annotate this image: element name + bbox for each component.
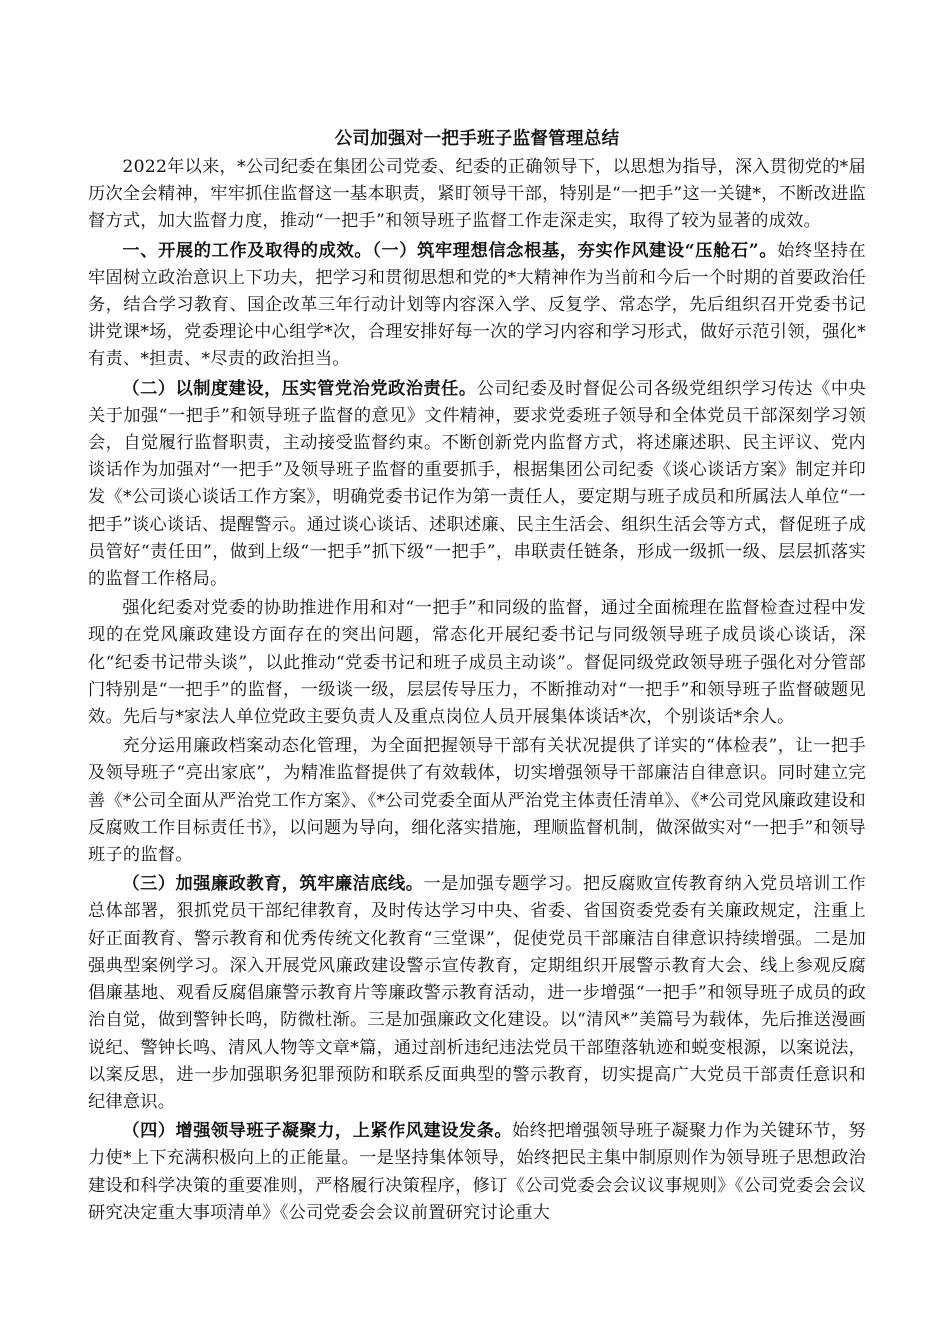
paragraph-section-2 <box>88 376 866 594</box>
section-3-text: 一是加强专题学习。把反腐败宣传教育纳入党员培训工作总体部署，狠抓党员干部纪律教育，及时传达学习中央、省委、省国资委党委有关廉政规定，注重上好正面教育、警示教育和优秀传统文化教育“三堂课”，促使党员干部廉洁自律意识持续增强。二是加强典型案例学习。深入开展党风廉政建设警示宣传教育，定期组织开展警示教育大会、线上参观反腐倡廉基地、观看反腐倡廉警示教育片等廉政警示教育活动，进一步增强“一把手”和领导班子成员的政治自觉，做到警钟长鸣，防微杜渐。三是加强廉政文化建设。以“清风*”美篇号为载体，先后推送漫画说纪、警钟长鸣、清风人物等文章*篇，通过剖析违纪违法党员干部堕落轨迹和蜕变根源，以案说法，以案反思，进一步加强职务犯罪预防和联系反面典型的警示教育，切实提高广大党员干部责任意识和纪律意识。 <box>88 874 866 1112</box>
paragraph-section-1 <box>88 238 866 374</box>
section-2-heading: （二）以制度建设，压实管党治党政治责任。 <box>122 378 477 399</box>
paragraph-archives-text: 充分运用廉政档案动态化管理，为全面把握领导干部有关状况提供了详实的“体检表”，让一把手及领导班子“亮出家底”，为精准监督提供了有效载体，切实增强领导干部廉洁自律意识。同时建立完善《*公司全面从严治党工作方案》、《*公司党委全面从严治党主体责任清单》、《*公司党风廉政建设和反腐败工作目标责任书》，以问题为导向，细化落实措施，理顺监督机制，做深做实对“一把手”和领导班子的监督。 <box>88 736 866 866</box>
section-2-text: 公司纪委及时督促公司各级党组织学习传达《中央关于加强“一把手”和领导班子监督的意见》文件精神，要求党委班子领导和全体党员干部深刻学习领会，自觉履行监督职责，主动接受监督约束。不断创新党内监督方式，将述廉述职、民主评议、党内谈话作为加强对“一把手”及领导班子监督的重要抓手，根据集团公司纪委《谈心谈话方案》制定并印发《*公司谈心谈话工作方案》，明确党委书记作为第一责任人，要定期与班子成员和所属法人单位“一把手”谈心谈话、提醒警示。通过谈心谈话、述职述廉、民主生活会、组织生活会等方式，督促班子成员管好“责任田”，做到上级“一把手”抓下级“一把手”，串联责任链条，形成一级抓一级、层层抓落实的监督工作格局。 <box>88 378 866 590</box>
document-page <box>88 126 866 1227</box>
document-title: 公司加强对一把手班子监督管理总结 <box>334 129 620 149</box>
section-1-text: 始终坚持在牢固树立政治意识上下功夫，把学习和贯彻思想和党的*大精神作为当前和今后一个时期的首要政治任务，结合学习教育、国企改革三年行动计划等内容深入学、反复学、常态学，先后组织召开党委书记讲党课*场，党委理论中心组学*次，合理安排好每一次的学习内容和学习形式，做好示范引领，强化*有责、*担责、*尽责的政治担当。 <box>88 240 866 370</box>
section-4-text: 始终把增强领导班子凝聚力作为关键环节，努力使*上下充满积极向上的正能量。一是坚持集体领导，始终把民主集中制原则作为领导班子思想政治建设和科学决策的重要准则，严格履行决策程序，修订《公司党委会会议议事规则》《公司党委会会议研究决定重大事项清单》《公司党委会会议前置研究讨论重大 <box>88 1121 866 1223</box>
paragraph-archives <box>88 733 866 869</box>
paragraph-section-3 <box>88 871 866 1116</box>
paragraph-supervision <box>88 595 866 731</box>
section-3-heading: （三）加强廉政教育，筑牢廉洁底线。 <box>122 874 424 895</box>
paragraph-intro-text: 2022年以来，*公司纪委在集团公司党委、纪委的正确领导下，以思想为指导，深入贯彻党的*届历次全会精神，牢牢抓住监督这一基本职责，紧盯领导干部，特别是“一把手”这一关键*，不断改进监督方式，加大监督力度，推动“一把手”和领导班子监督工作走深走实，取得了较为显著的成效。 <box>88 157 866 232</box>
section-1-heading: 一、开展的工作及取得的成效。（一）筑牢理想信念根基，夯实作风建设“压舱石”。 <box>122 240 778 261</box>
paragraph-intro <box>88 154 866 236</box>
paragraph-supervision-text: 强化纪委对党委的协助推进作用和对“一把手”和同级的监督，通过全面梳理在监督检查过程中发现的在党风廉政建设方面存在的突出问题，常态化开展纪委书记与同级领导班子成员谈心谈话，深化“纪委书记带头谈”，以此推动“党委书记和班子成员主动谈”。督促同级党政领导班子强化对分管部门特别是“一把手”的监督，一级谈一级，层层传导压力，不断推动对“一把手”和领导班子监督破题见效。先后与*家法人单位党政主要负责人及重点岗位人员开展集体谈话*次，个别谈话*余人。 <box>88 598 866 728</box>
paragraph-section-4 <box>88 1118 866 1227</box>
section-4-heading: （四）增强领导班子凝聚力，上紧作风建设发条。 <box>122 1121 513 1142</box>
